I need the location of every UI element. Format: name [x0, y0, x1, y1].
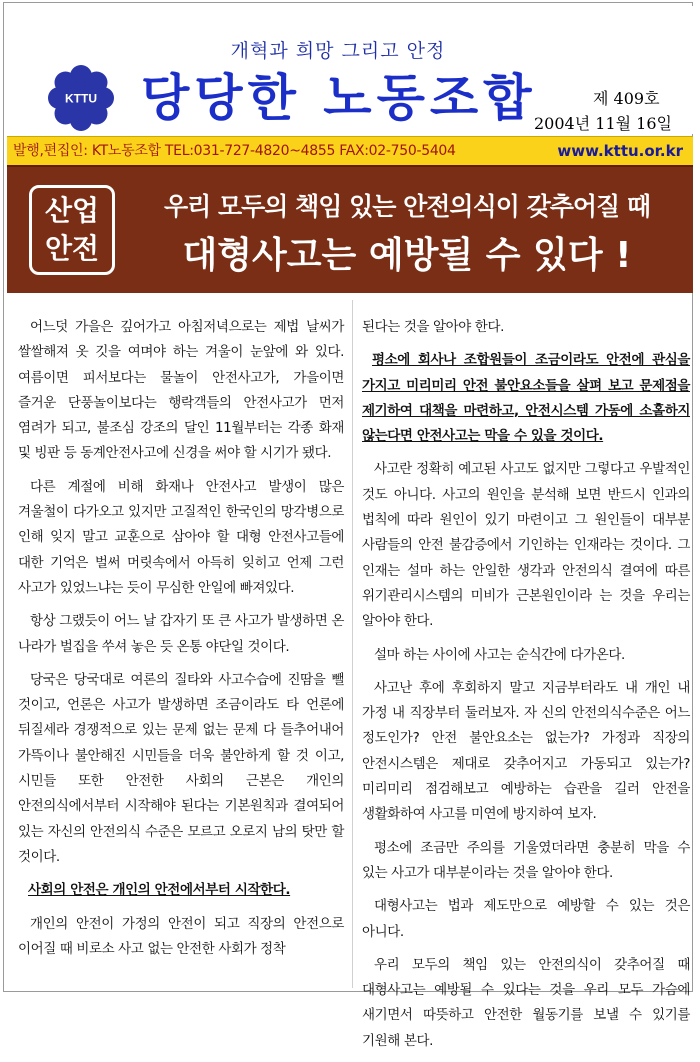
slogan: 개혁과 희망 그리고 안정	[230, 40, 446, 62]
emphasized-paragraph: 평소에 회사나 조합원들이 조금이라도 안전에 관심을 가지고 미리미리 안전 불안요소들을 살펴 보고 문제점을 제기하여 대책을 마련하고, 안전시스템 가동에 소홀하지 않는다면 안전사고는 막을 수 있을 것이다.	[362, 352, 690, 445]
emphasized-paragraph: 사회의 안전은 개인의 안전에서부터 시작한다.	[28, 882, 291, 899]
badge-line-1: 산업	[44, 194, 100, 227]
headline-line-2: 대형사고는 예방될 수 있다 !	[182, 235, 632, 276]
publisher-contact: 발행,편집인: KT노동조합 TEL:031-727-4820~4855 FAX:02-750-5404	[13, 143, 456, 159]
paragraph: 어느덧 가을은 깊어가고 아침저녁으로는 제법 날씨가 쌀쌀해져 옷 깃을 여며야 하는 겨울이 눈앞에 와 있다. 여름이면 피서보다는 물놀이 안전사고가, 가을이면 즐거운 단풍놀이보다는 행락객들의 안전사고가 먼저 염려가 되고, 불조심 강조의 달인 11월부터는 각종 화재 및 빙판 등 동계안전사고에 신경을 써야 할 시기가 됐다.	[18, 319, 344, 462]
website-link[interactable]: www.kttu.or.kr	[557, 142, 683, 160]
headline-banner	[7, 165, 693, 293]
paragraph: 다른 계절에 비해 화재나 안전사고 발생이 많은 겨울철이 다가오고 있지만 고질적인 한국인의 망각병으로 인해 잊지 말고 교훈으로 삼아야 할 대형 안전사고들에 대한 기억은 벌써 머릿속에서 아득히 잊히고 언제 그런 사고가 있었느냐는 듯이 무심한 안일에 빠져있다.	[18, 478, 344, 596]
paragraph: 설마 하는 사이에 사고는 순식간에 다가온다.	[374, 646, 625, 663]
paragraph: 사고난 후에 후회하지 말고 지금부터라도 내 개인 내 가정 내 직장부터 둘러보자. 자 신의 안전의식수준은 어느 정도인가? 안전 불안요소는 없는가? 가정과 직장의 안전시스템은 제대로 갖추어지고 가동되고 있는가? 미리미리 점검해보고 예방하는 습관을 길러 안전을 생활화하여 사고를 미연에 방지하여 보자.	[362, 679, 690, 823]
paragraph: 대형사고는 법과 제도만으로 예방할 수 있는 것은 아니다.	[362, 898, 690, 940]
publication-info-bar	[7, 136, 693, 165]
paragraph: 평소에 조금만 주의를 기울였더라면 충분히 막을 수 있는 사고가 대부분이라는 것을 알아야 한다.	[362, 839, 690, 881]
column-divider	[352, 300, 353, 988]
kttu-logo-icon	[41, 64, 121, 132]
paragraph: 당국은 당국대로 여론의 질타와 사고수습에 진땀을 뺄 것이고, 언론은 사고가 발생하면 조금이라도 타 언론에 뒤질세라 경쟁적으로 있는 문제 없는 문제 다 들추어내어 가뜩이나 불안해진 시민들을 더욱 불안하게 할 것 이고, 시민들 또한 안전한 사회의 근본은 개인의 안전의식에서부터 시작해야 된다는 기본원칙과 결여되어 있는 자신의 안전의식 수준은 모르고 오로지 남의 탓만 할 것이다.	[18, 671, 344, 865]
masthead	[7, 6, 693, 134]
logo-text: KTTU	[65, 91, 97, 106]
headline-line-1: 우리 모두의 책임 있는 안전의식이 갖추어질 때	[163, 192, 651, 221]
issue-date: 2004년 11월 16일	[534, 114, 672, 133]
article-left-column	[18, 315, 344, 970]
paragraph: 사고란 정확히 예고된 사고도 없지만 그렇다고 우발적인 것도 아니다. 사고의 원인을 분석해 보면 반드시 인과의 법칙에 따라 원인이 있기 마련이고 그 원인들이 대부분 사람들의 안전 불감증에서 기인하는 인재라는 것이다. 그 인재는 설마 하는 안일한 생각과 안전의식 결여에 따른 위기관리시스템의 미비가 근본원인이라 는 것을 우리는 알아야 한다.	[362, 461, 690, 630]
article-right-column	[362, 315, 690, 1062]
badge-line-2: 안전	[44, 232, 100, 265]
paragraph: 항상 그랬듯이 어느 날 갑자기 또 큰 사고가 발생하면 온 나라가 벌집을 쑤셔 놓은 듯 온통 야단일 것이다.	[18, 613, 344, 655]
paragraph: 개인의 안전이 가정의 안전이 되고 직장의 안전으로 이어질 때 비로소 사고 없는 안전한 사회가 정착	[18, 915, 344, 957]
paragraph: 우리 모두의 책임 있는 안전의식이 갖추어질 때 대형사고는 예방될 수 있다는 것을 우리 모두 가슴에 새기면서 따뜻하고 안전한 월동기를 보낼 수 있기를 기원해 본다.	[362, 956, 690, 1049]
issue-number: 제 409호	[593, 89, 660, 108]
newsletter-title: 당당한 노동조합	[141, 69, 537, 127]
paragraph: 된다는 것을 알아야 한다.	[362, 319, 504, 335]
section-badge	[29, 185, 115, 275]
